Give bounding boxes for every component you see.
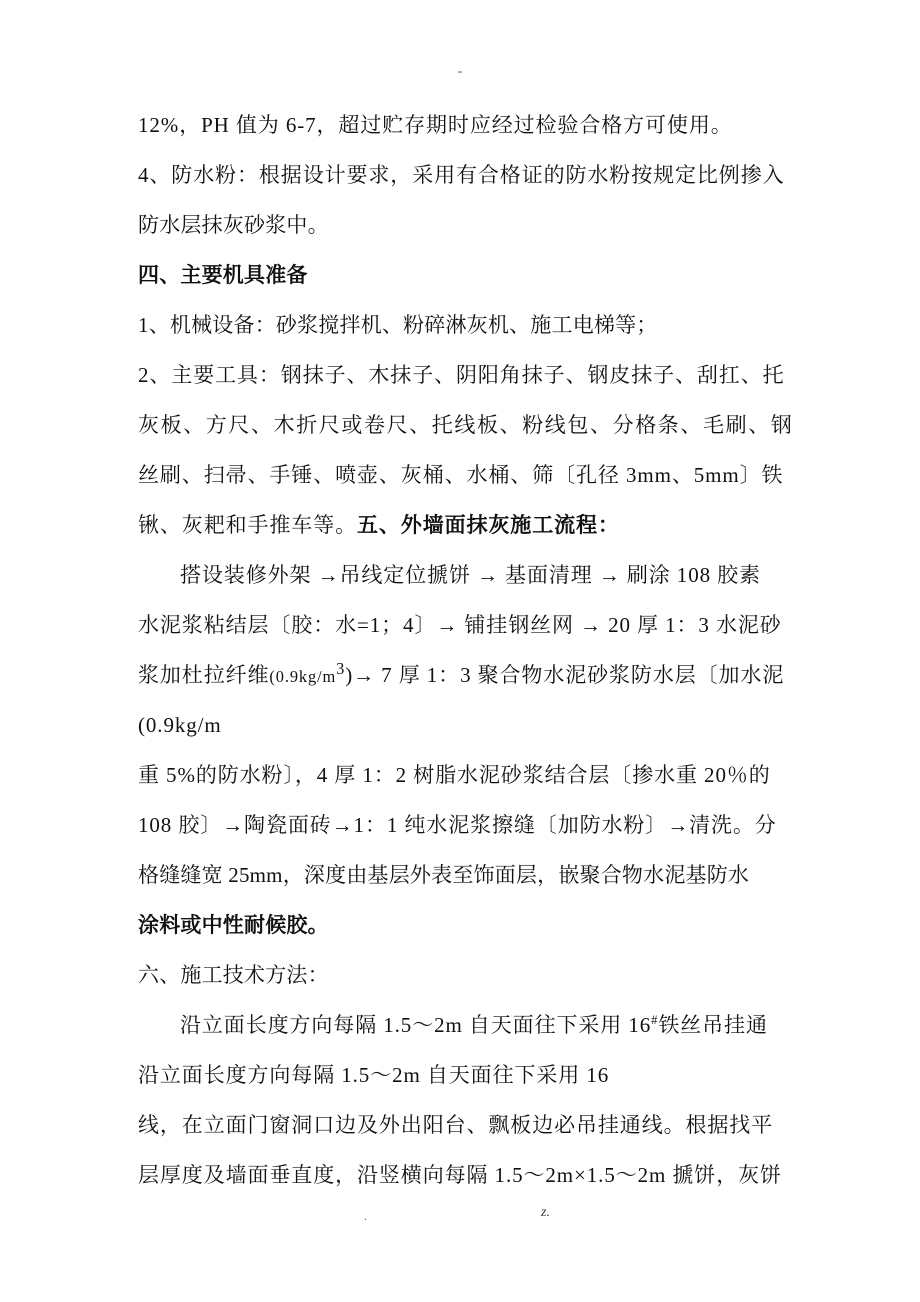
- paragraph-line: 格缝缝宽 25mm，深度由基层外表至饰面层，嵌聚合物水泥基防水: [138, 863, 750, 887]
- cubic-meter-superscript: 3: [336, 659, 346, 678]
- paragraph-line-mixed: [138, 1000, 788, 1050]
- process-flow-line: (0.9kg/m: [138, 713, 222, 737]
- footer-left-mark: .: [364, 1209, 367, 1223]
- paragraph-line: 灰板、方尺、木折尺或卷尺、托线板、粉线包、分格条、毛刷、钢: [138, 413, 794, 437]
- paragraph-line: 12%，PH 值为 6-7，超过贮存期时应经过检验合格方可使用。: [138, 113, 733, 137]
- wire-gauge-superscript: #: [651, 1013, 659, 1027]
- process-flow-line: 重 5%的防水粉〕，4 厚 1：2 树脂水泥砂浆结合层〔掺水重 20％的: [138, 763, 771, 787]
- paragraph-line: 层厚度及墙面垂直度，沿竖横向每隔 1.5～2m×1.5～2m 搋饼，灰饼: [138, 1163, 782, 1187]
- flow-text-prefix: 浆加杜拉纤维: [138, 663, 270, 687]
- paragraph-line: 丝刷、扫帚、手锤、喷壶、灰桶、水桶、筛〔孔径 3mm、5mm〕铁: [138, 463, 784, 487]
- paragraph-line: 2、主要工具：钢抹子、木抹子、阴阳角抹子、钢皮抹子、刮扛、托: [138, 363, 785, 387]
- process-flow-line: 水泥浆粘结层〔胶：水=1；4〕→ 铺挂钢丝网 → 20 厚 1：3 水泥砂: [138, 613, 782, 637]
- paragraph-text-suffix: 铁丝吊挂通: [658, 1013, 768, 1037]
- section-heading-four: 四、主要机具准备: [138, 263, 308, 287]
- paragraph-line: 沿立面长度方向每隔 1.5～2m 自天面往下采用 16: [138, 1063, 610, 1087]
- document-body: [138, 100, 794, 1200]
- paragraph-text-prefix: 沿立面长度方向每隔 1.5～2m 自天面往下采用 16: [180, 1013, 652, 1037]
- footer-right-mark: z.: [541, 1205, 550, 1220]
- subsection-heading-one: 六、施工技术方法：: [138, 963, 329, 987]
- section-heading-five: 五、外墙面抹灰施工流程：: [357, 513, 620, 537]
- paragraph-text: 锹、灰耙和手推车等。: [138, 513, 357, 537]
- section-heading-six: 涂料或中性耐候胶。: [138, 913, 329, 937]
- paragraph-line-mixed: [138, 500, 788, 550]
- page-header-mark: -: [457, 63, 463, 78]
- paragraph-line: 4、防水粉：根据设计要求，采用有合格证的防水粉按规定比例掺入: [138, 163, 785, 187]
- paragraph-line: 线，在立面门窗洞口边及外出阳台、飘板边必吊挂通线。根据找平: [138, 1113, 774, 1137]
- fiber-dosage-value: (0.9kg/m: [269, 667, 337, 686]
- process-flow-line: 搭设装修外架 →吊线定位搋饼 → 基面清理 → 刷涂 108 胶素: [180, 563, 761, 587]
- paragraph-line: 1、机械设备：砂浆搅拌机、粉碎淋灰机、施工电梯等；: [138, 313, 658, 337]
- page-footer: [0, 1206, 920, 1236]
- process-flow-line: 108 胶〕→陶瓷面砖→1：1 纯水泥浆擦缝〔加防水粉〕→清洗。分: [138, 813, 777, 837]
- paragraph-line: 防水层抹灰砂浆中。: [138, 213, 329, 237]
- flow-text-suffix: )→ 7 厚 1：3 聚合物水泥砂浆防水层〔加水泥: [345, 663, 785, 687]
- process-flow-line-mixed: [138, 650, 788, 700]
